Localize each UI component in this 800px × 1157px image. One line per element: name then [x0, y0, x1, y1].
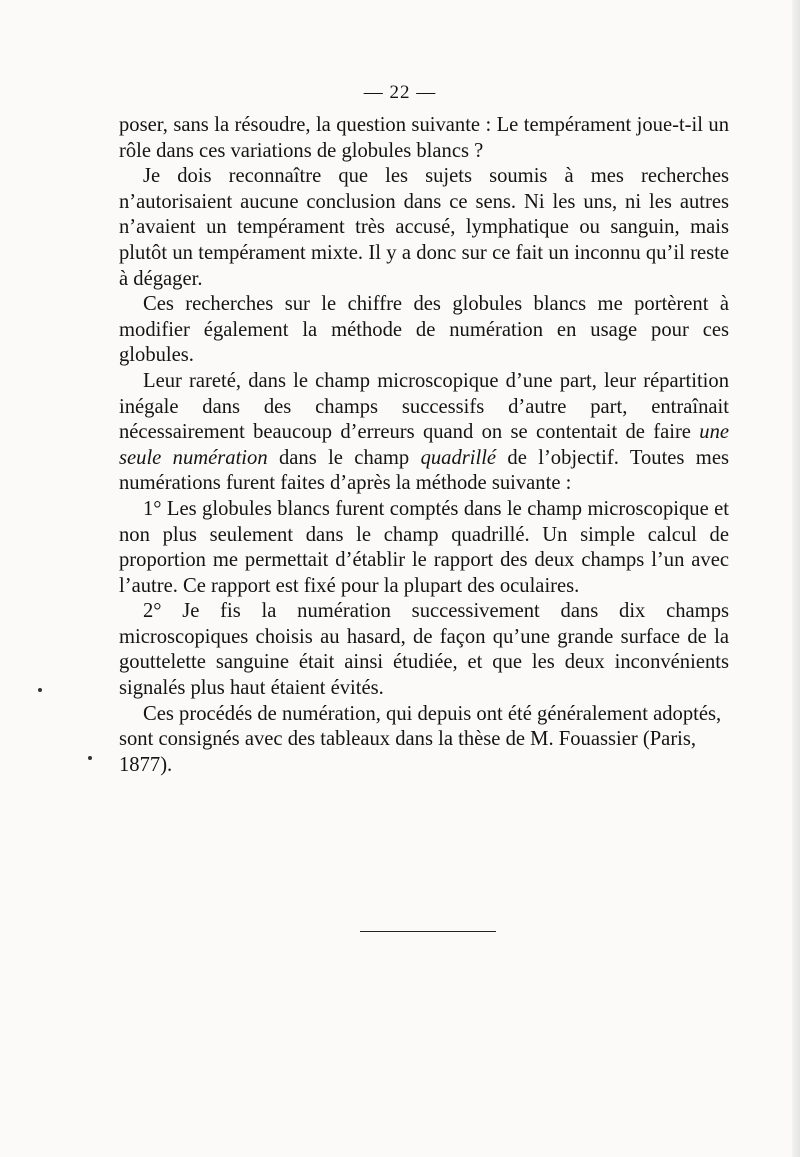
body-text [119, 113, 729, 778]
paragraph-7: Ces procédés de numération, qui depuis ont été généralement adoptés, sont consignés avec des tableaux dans la thèse de M. Fouassier (Paris, 1877). [119, 702, 722, 776]
paragraph-1: poser, sans la résoudre, la question suivante : Le tempérament joue-t-il un rôle dans ces variations de globules blancs ? [119, 114, 729, 162]
italic-une-seule-numeration: une seule numération [119, 421, 729, 469]
paragraph-6: 2° Je fis la numération successivement dans dix champs microscopiques choisis au hasard, de façon qu’une grande surface de la gouttelette sanguine était ainsi étudiée, et que les deux inconvénients signalés plus haut étaient évités. [119, 600, 729, 700]
paragraph-2: Je dois reconnaître que les sujets soumis à mes recherches n’autorisaient aucune conclusion dans ce sens. Ni les uns, ni les autres n’avaient un tempérament très accusé, lymphatique ou sanguin, mais plutôt un tempérament mixte. Il y a donc sur ce fait un inconnu qu’il reste à dégager. [119, 165, 729, 290]
paragraph-5: 1° Les globules blancs furent comptés dans le champ microscopique et non plus seulement dans le champ quadrillé. Un simple calcul de proportion me permettait d’établir le rapport des deux champs l’un avec l’autre. Ce rapport est fixé pour la plupart des oculaires. [119, 497, 729, 597]
paragraph-4-text-c: de l’objectif. Toutes mes numérations furent faites d’après la méthode suivante : [119, 446, 729, 495]
page-number: — 22 — [363, 82, 437, 103]
paragraph-3: Ces recherches sur le chiffre des globules blancs me portèrent à modifier également la méthode de numération en usage pour ces globules. [119, 293, 729, 367]
italic-quadrille: quadrillé [420, 446, 497, 469]
paragraph-4 [119, 369, 729, 497]
paragraph-4-text-b: dans le champ [267, 446, 421, 469]
margin-speck [88, 756, 92, 760]
margin-speck [38, 688, 42, 692]
paragraph-4-text-a: Leur rareté, dans le champ microscopique d’une part, leur répartition inégale dans des champs successifs d’autre part, entraînait nécessairement beaucoup d’erreurs quand on se contentait de faire [119, 369, 729, 444]
section-end-rule [360, 931, 496, 932]
page-edge-shadow [792, 0, 800, 1157]
